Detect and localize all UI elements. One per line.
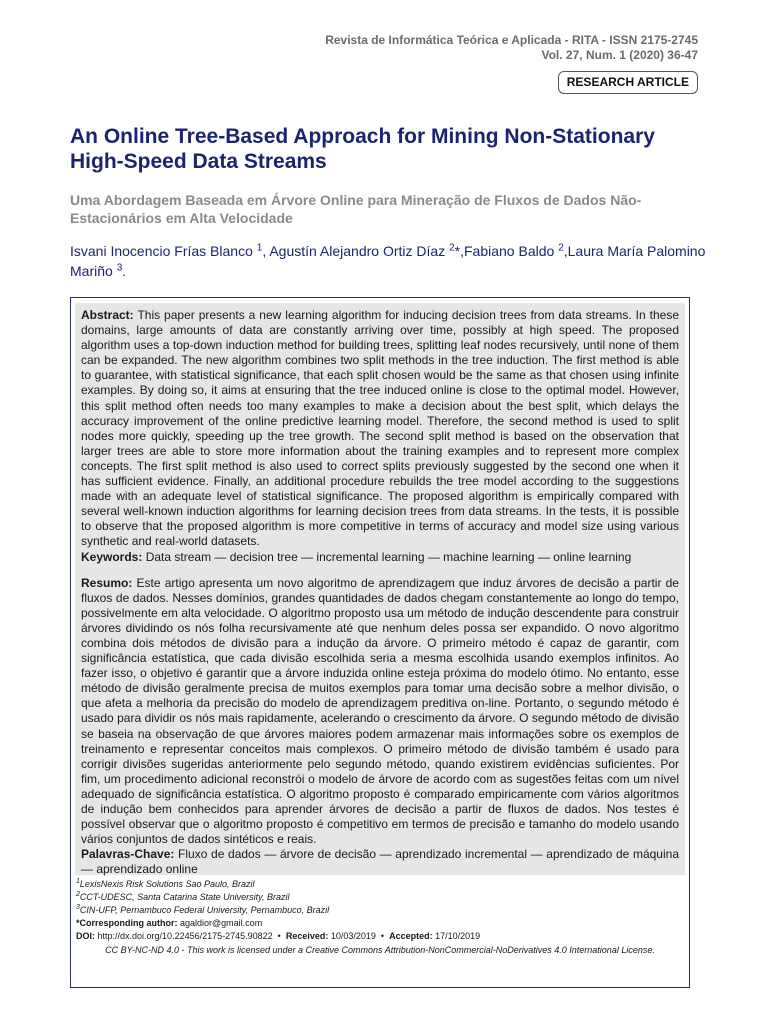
palavras-chave-line (81, 847, 679, 877)
author-4-affiliation: 3 (116, 262, 123, 274)
author-2-affiliation: 2 (449, 242, 455, 254)
resumo-label: Resumo: (81, 575, 133, 590)
keywords-label: Keywords: (81, 549, 143, 564)
author-2: , Agustín Alejandro Ortiz Díaz (262, 243, 450, 259)
corresponding-author-email[interactable]: agaldior@gmail.com (180, 918, 263, 928)
corresponding-author (76, 917, 684, 930)
abstract-content (81, 308, 679, 877)
affiliation-1-text: LexisNexis Risk Solutions Sao Paulo, Brazil (79, 879, 255, 889)
affiliation-2 (76, 891, 684, 904)
affiliation-1 (76, 878, 684, 891)
author-1: Isvani Inocencio Frías Blanco (70, 243, 257, 259)
abstract-paragraph (81, 308, 679, 550)
journal-volume: Vol. 27, Num. 1 (2020) 36-47 (541, 48, 698, 62)
affiliation-2-text: CCT-UDESC, Santa Catarina State University, Brazil (79, 892, 290, 902)
paper-title: An Online Tree-Based Approach for Mining Non-Stationary High-Speed Data Streams (70, 125, 655, 173)
affiliation-3 (76, 904, 684, 917)
keywords-text: Data stream — decision tree — incremental learning — machine learning — online learning (145, 549, 632, 564)
received-date: 10/03/2019 (330, 931, 376, 941)
article-type-badge: RESEARCH ARTICLE (558, 71, 698, 94)
accepted-label: Accepted: (389, 931, 433, 941)
corresponding-author-label: *Corresponding author: (76, 918, 178, 928)
journal-name: Revista de Informática Teórica e Aplicada - RITA - ISSN 2175-2745 (325, 33, 698, 47)
author-list (70, 241, 710, 281)
doi-label: DOI: (76, 931, 95, 941)
palavras-chave-label: Palavras-Chave: (81, 847, 175, 862)
author-4: ,Laura María Palomino Mariño (70, 243, 706, 279)
resumo-text: Este artigo apresenta um novo algoritmo de aprendizagem que induz árvores de decisão a partir de fluxos de dados. Nesses domínios, grandes quantidades de dados chegam constantemente ao longo do tempo, possivelmente em alta velocidade. O algoritmo proposto usa um método de indução descendente para construir árvores dividindo os nós folha recursivamente até que nenhum deles possa ser expandido. O novo algoritmo combina dois métodos de divisão para a indução da árvore. O primeiro método é capaz de garantir, com significância estatística, que cada divisão escolhida seria a mesma escolhida usando exemplos infinitos. Ao fazer isso, o objetivo é garantir que a árvore induzida online esteja próxima do modelo ótimo. No entanto, esse método de divisão geralmente precisa de muitos exemplos para tomar uma decisão sobre a melhor divisão, o que afeta a melhoria da precisão do modelo de aprendizagem preditiva on-line. Portanto, o segundo método é usado para dividir os nós mais rapidamente, acelerando o crescimento da árvore. O segundo método de divisão se baseia na observação de que árvores maiores podem armazenar mais informações sobre os exemplos de treinamento e representar conceitos mais complexos. O primeiro método de divisão também é usado para corrigir divisões sugeridas anteriormente pelo segundo método, quando existirem evidências suficientes. Por fim, um procedimento adicional reconstrói o modelo de árvore de acordo com as sugestões feitas com um nível adequado de significância estatística. O algoritmo proposto é comparado empiricamente com vários algoritmos de indução bem conhecidos para aprender árvores de decisão a partir de fluxos de dados. Nos testes é possível observar que o algoritmo proposto é competitivo em termos de precisão e tamanho do modelo usando vários conjuntos de dados sintéticos e reais. (81, 575, 679, 847)
palavras-chave-text: Fluxo de dados — árvore de decisão — aprendizado incremental — aprendizado de máquina — aprendizado online (81, 847, 679, 877)
affiliation-3-number: 3 (76, 904, 80, 911)
paper-subtitle: Uma Abordagem Baseada em Árvore Online para Mineração de Fluxos de Dados Não-Estacionários em Alta Velocidade (70, 192, 642, 226)
affiliation-2-number: 2 (76, 891, 80, 898)
author-list-end: . (122, 263, 127, 279)
section-gap (81, 565, 679, 576)
received-label: Received: (285, 931, 329, 941)
keywords-line (81, 550, 679, 565)
abstract-label: Abstract: (81, 308, 134, 322)
abstract-text: This paper presents a new learning algorithm for inducing decision trees from data streams. In these domains, large amounts of data are constantly arriving over time, possibly at high speed. The proposed algorithm uses a top-down induction method for building trees, splitting leaf nodes recursively, until none of them can be expanded. The new algorithm combines two split methods in the tree induction. The first method is able to guarantee, with statistical significance, that each split chosen would be the same as that chosen using infinite examples. By doing so, it aims at ensuring that the tree induced online is close to the optimal model. However, this split method often needs too many examples to make a decision about the best split, which delays the accuracy improvement of the online predictive learning model. Therefore, the second method is used to split nodes more quickly, speeding up the tree growth. The second split method is based on the observation that larger trees are able to store more information about the training examples and to represent more complex concepts. The first split method is also used to correct splits previously suggested by the second one when it has sufficient evidence. Finally, an additional procedure rebuilds the tree model according to the suggestions made with an adequate level of statistical significance. The proposed algorithm is empirically compared with several well-known induction algorithms for learning decision trees from data streams. In the tests, it is possible to observe that the proposed algorithm is more competitive in terms of accuracy and model size using various synthetic and real-world datasets. (81, 308, 679, 549)
resumo-paragraph (81, 576, 679, 848)
affiliation-3-text: CIN-UFP, Pernambuco Federal University, Pernambuco, Brazil (79, 905, 330, 915)
abstract-box (70, 297, 690, 988)
author-3-affiliation: 2 (558, 242, 564, 254)
separator-bullet: • (277, 931, 281, 941)
license-notice: CC BY-NC-ND 4.0 - This work is licensed under a Creative Commons Attribution-NonCommercial-NoDerivatives 4.0 International License. (105, 945, 655, 955)
author-2-corresponding-mark: * (454, 243, 461, 259)
separator-bullet: • (380, 931, 385, 941)
affiliation-1-number: 1 (76, 878, 80, 885)
author-3: ,Fabiano Baldo (460, 243, 559, 259)
author-1-affiliation: 1 (256, 242, 263, 254)
doi-dates-line (76, 930, 684, 943)
doi-link[interactable]: http://dx.doi.org/10.22456/2175-2745.90822 (97, 931, 273, 941)
footnotes (76, 878, 684, 957)
journal-header (325, 33, 698, 63)
accepted-date: 17/10/2019 (435, 931, 481, 941)
